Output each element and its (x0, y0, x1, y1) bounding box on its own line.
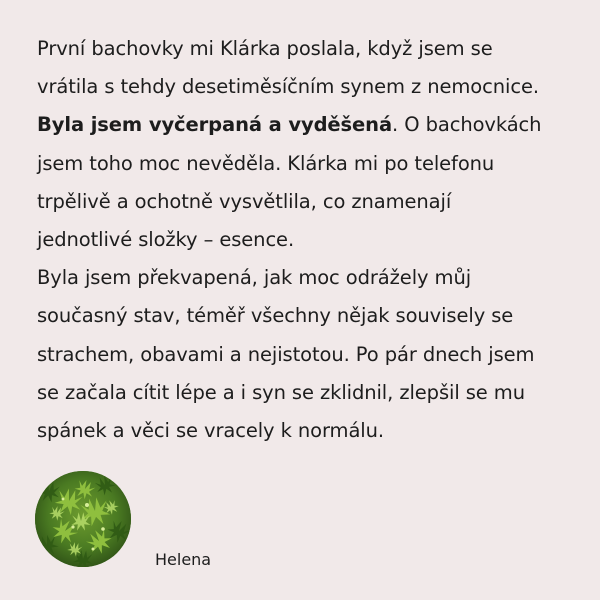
testimonial-line: se začala cítit lépe a i syn se zklidnil, zlepšil se mu (37, 380, 525, 404)
testimonial-line: vrátila s tehdy desetiměsíčním synem z nemocnice. (37, 75, 539, 99)
author-name: Helena (155, 550, 212, 569)
testimonial-line-emphasis (37, 106, 582, 144)
emphasis-tail: . O bachovkách (392, 113, 542, 137)
testimonial-line: jednotlivé složky – esence. (37, 228, 295, 252)
testimonial-line: současný stav, téměř všechny nějak souvisely se (37, 304, 514, 328)
testimonial-line: jsem toho moc nevěděla. Klárka mi po telefonu (37, 151, 495, 175)
testimonial-line: trpělivě a ochotně vysvětlila, co znamenají (37, 189, 452, 213)
emphasis-text: Byla jsem vyčerpaná a vyděšená (37, 113, 393, 137)
plant-photo-icon (35, 471, 131, 567)
testimonial-line: spánek a věci se vracely k normálu. (37, 419, 384, 443)
testimonial-line: strachem, obavami a nejistotou. Po pár dnech jsem (37, 342, 535, 366)
avatar (35, 471, 131, 567)
testimonial-line: První bachovky mi Klárka poslala, když jsem se (37, 37, 493, 60)
testimonial-line: Byla jsem překvapená, jak moc odrážely můj (37, 266, 472, 290)
testimonial-text (37, 30, 582, 450)
